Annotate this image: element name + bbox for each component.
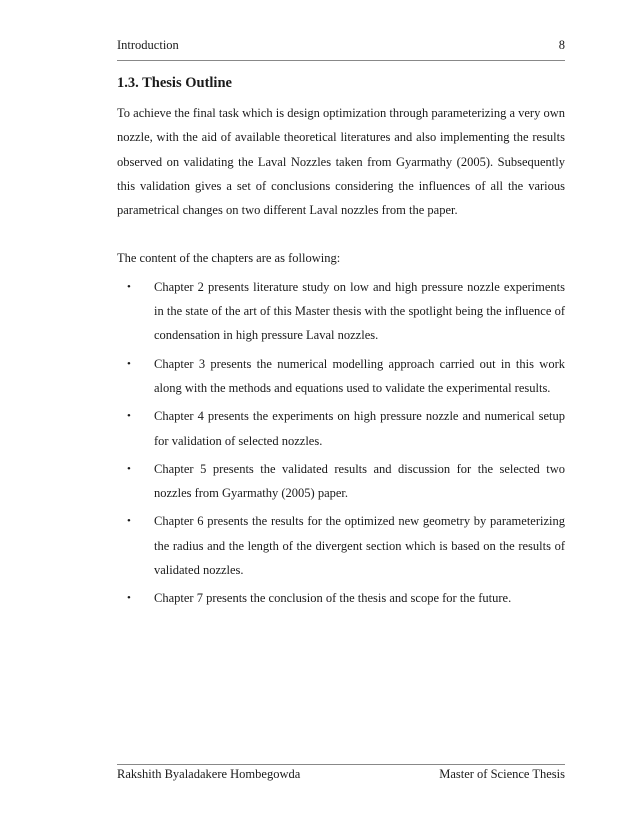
chapter-list [117, 275, 565, 611]
bullet-icon: • [127, 515, 131, 528]
bullet-icon: • [127, 462, 131, 475]
chapter-list-item [117, 509, 565, 582]
running-footer [117, 764, 565, 782]
list-intro-text: The content of the chapters are as following: [117, 251, 341, 266]
bullet-icon: • [127, 280, 131, 293]
chapter-list-item-text: Chapter 5 presents the validated results and discussion for the selected two nozzles from Gyarmathy (2005) paper. [154, 461, 565, 501]
header-chapter-title: Introduction [117, 38, 179, 52]
chapter-list-item [117, 352, 565, 401]
chapter-list-item [117, 404, 565, 453]
header-page-number: 8 [558, 38, 565, 52]
chapter-list-item [117, 586, 565, 610]
chapter-list-item-text: Chapter 3 presents the numerical modelling approach carried out in this work along with the methods and equations used to validate the experimental results. [154, 356, 565, 395]
section-heading: 1.3. Thesis Outline [117, 75, 232, 91]
footer-author: Rakshith Byaladakere Hombegowda [117, 767, 301, 781]
chapter-list-item-text: Chapter 6 presents the results for the optimized new geometry by parameterizing the radius and the length of the divergent section which is based on the results of validated nozzles. [154, 514, 565, 578]
bullet-icon: • [127, 357, 131, 370]
bullet-icon: • [127, 410, 131, 423]
chapter-list-item [117, 457, 565, 506]
chapter-list-item-text: Chapter 4 presents the experiments on high pressure nozzle and numerical setup for validation of selected nozzles. [154, 409, 565, 448]
intro-paragraph: To achieve the final task which is design optimization through parameterizing a very own nozzle, with the aid of available theoretical literatures and also implementing the results observed on validating the Laval Nozzles taken from Gyarmathy (2005). Subsequently this validation gives a set of conclusions considering the influences of all the various parametrical changes on two different Laval nozzles from the paper. [117, 106, 565, 218]
running-header [117, 38, 565, 61]
section-body [117, 101, 565, 615]
bullet-icon: • [127, 592, 131, 605]
chapter-list-item-text: Chapter 7 presents the conclusion of the thesis and scope for the future. [154, 591, 512, 606]
chapter-list-item [117, 275, 565, 348]
chapter-list-item-text: Chapter 2 presents literature study on low and high pressure nozzle experiments in the state of the art of this Master thesis with the spotlight being the influence of condensation in high pressure Laval nozzles. [154, 279, 565, 343]
footer-document-type: Master of Science Thesis [439, 767, 565, 781]
